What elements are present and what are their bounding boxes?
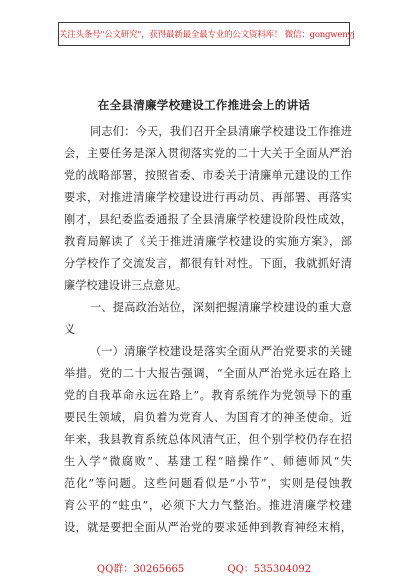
body-line: 廉学校建设讲三点意见。 (64, 279, 188, 292)
body-line: 设，就是要把全面从严治党的要求延伸到教育神经末梢， (64, 521, 352, 534)
body-line: （一）清廉学校建设是落实全面从严治党要求的关键 (90, 345, 352, 358)
document-title: 在全县清廉学校建设工作推进会上的讲话 (97, 98, 311, 112)
body-line: 要求，对推进清廉学校建设进行再动员、再部署、再落实 (64, 191, 352, 204)
body-line: 生入学“微腐败”、基建工程“暗操作”、师德师风“失 (64, 455, 352, 468)
body-line: 会，主要任务是深入贯彻落实党的二十大关于全面从严治 (64, 147, 352, 160)
body-line: 党的战略部署，按照省委、市委关于清廉单元建设的工作 (64, 169, 352, 182)
body-line: 年来，我县教育系统总体风清气正，但个别学校仍存在招 (64, 433, 352, 446)
body-line: 同志们：今天，我们召开全县清廉学校建设工作推进 (90, 125, 352, 138)
header-notice: 关注头条号"公文研究"，获得最新最全最专业的公文资料库！ 微信：gongwenyj (59, 30, 355, 40)
footer-qq-group: QQ群：30265665 (96, 564, 185, 575)
footer-contact (0, 560, 408, 575)
body-line: 刚才，县纪委监委通报了全县清廉学校建设阶段性成效， (64, 213, 352, 226)
body-line: 教育局解读了《关于推进清廉学校建设的实施方案》，部 (64, 235, 352, 248)
header-notice-box (58, 22, 355, 46)
body-line: 范化”等问题。这些问题看似是“小节”，实则是侵蚀教 (64, 477, 352, 490)
footer-qq: QQ：535304092 (227, 564, 312, 575)
body-line: 举措。党的二十大报告强调，“全面从严治党永远在路上 (64, 367, 352, 380)
body-line: 育公平的“蛀虫”，必须下大力气整治。推进清廉学校建 (64, 499, 352, 512)
body-line: 分学校作了交流发言，都很有针对性。下面，我就抓好清 (64, 257, 352, 270)
body-line: 党的自我革命永远在路上”。教育系统作为党领导下的重 (64, 389, 352, 402)
section-heading: 一、提高政治站位，深刻把握清廉学校建设的重大意 (90, 301, 352, 314)
section-heading-cont: 义 (64, 323, 76, 336)
body-line: 要民生领域，肩负着为党育人、为国育才的神圣使命。近 (64, 411, 352, 424)
